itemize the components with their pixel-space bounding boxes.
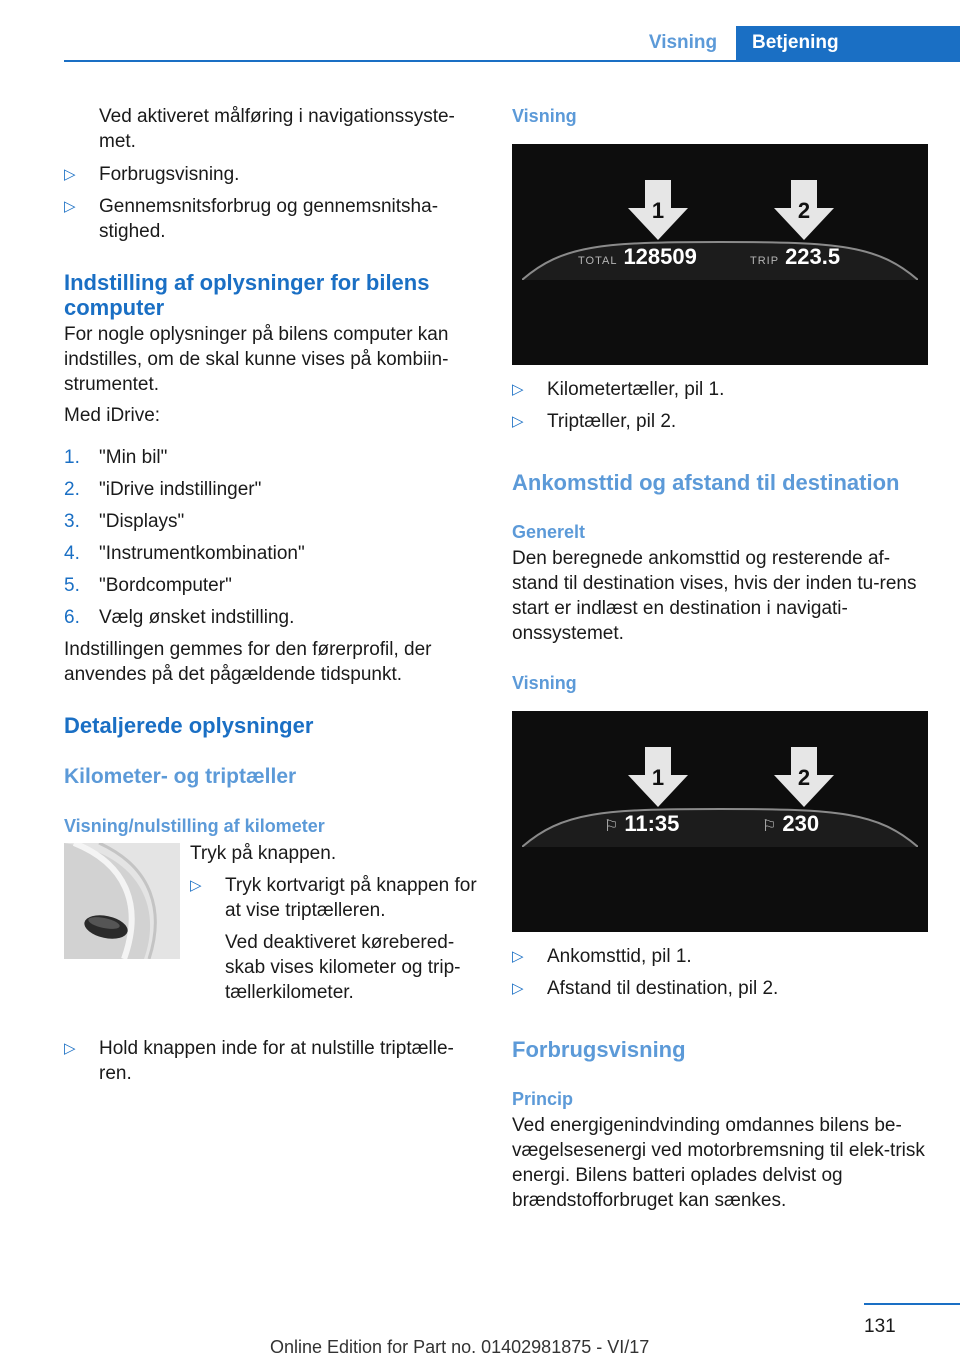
heading-reset: Visning/nulstilling af kilometer (64, 816, 325, 836)
step-item: 6. Vælg ønsket indstilling. (64, 607, 295, 628)
step-item: 3. "Displays" (64, 511, 185, 532)
intro-continuation: Ved aktiveret målføring i navigationssyste-met. (99, 106, 455, 152)
list-item: ▷ Ankomsttid, pil 1. (512, 946, 692, 967)
list-item: ▷ Kilometertæller, pil 1. (512, 379, 725, 400)
dashboard-image-arrival (512, 711, 928, 932)
triangle-bullet-icon: ▷ (512, 413, 524, 430)
triangle-bullet-icon: ▷ (64, 166, 76, 183)
list-item: ▷ Triptæller, pil 2. (512, 411, 677, 432)
header-tab-visning: Visning (648, 32, 718, 53)
page-number: 131 (864, 1316, 896, 1337)
arrow-label-2: 2 (797, 198, 811, 223)
arrow-label-1: 1 (651, 765, 665, 790)
list-item: ▷ Gennemsnitsforbrug og gennemsnitsha-stighed. (64, 196, 439, 242)
heading-principle: Princip (512, 1089, 574, 1109)
triangle-bullet-icon: ▷ (512, 948, 524, 965)
header-rule (64, 60, 960, 62)
edition-text: Online Edition for Part no. 01402981875 - VI/17 (270, 1337, 650, 1357)
principle-paragraph: Ved energigenindvinding omdannes bilens be-vægelsesenergi ved motorbremsning til elek-trisk energi. Bilens batteri oplades delvist og brændstofforbruget kan sænkes. (512, 1115, 925, 1211)
heading-settings: Indstilling af oplysninger for bilens computer (64, 270, 430, 320)
with-idrive-label: Med iDrive: (64, 405, 161, 426)
step-item: 4. "Instrumentkombination" (64, 543, 305, 564)
destination-flag-icon: ⚐ (604, 818, 619, 835)
arrow-label-1: 1 (651, 198, 665, 223)
settings-paragraph: For nogle oplysninger på bilens computer kan indstilles, om de skal kunne vises på kombiin-strumentet. (64, 324, 449, 395)
triangle-bullet-icon: ▷ (64, 1040, 76, 1057)
arrow-label-2: 2 (797, 765, 811, 790)
odometer-readout: TOTAL 128509 (578, 244, 697, 269)
heading-km-trip: Kilometer- og triptæller (64, 765, 297, 788)
triangle-bullet-icon: ▷ (512, 980, 524, 997)
right-column (512, 100, 928, 1213)
heading-visning-2: Visning (512, 673, 577, 693)
distance-readout: ⚐ 230 (762, 811, 820, 836)
press-button-text: Tryk på knappen. (190, 843, 337, 864)
step-item: 5. "Bordcomputer" (64, 575, 232, 596)
triangle-bullet-icon: ▷ (64, 198, 76, 215)
left-column (64, 100, 479, 1086)
heading-general: Generelt (512, 522, 586, 542)
list-item: ▷ Tryk kortvarigt på knappen for at vise triptælleren. (190, 875, 477, 921)
dashboard-image-odometer (512, 144, 928, 365)
heading-visning-1: Visning (512, 106, 577, 126)
destination-flag-icon: ⚐ (762, 818, 777, 835)
heading-consumption: Forbrugsvisning (512, 1037, 686, 1062)
step-item: 2. "iDrive indstillinger" (64, 479, 262, 500)
footer-rule (864, 1303, 960, 1305)
header-tab-betjening: Betjening (736, 26, 960, 60)
list-item: ▷ Afstand til destination, pil 2. (512, 978, 779, 999)
display-arc (522, 807, 918, 847)
general-paragraph: Den beregnede ankomsttid og resterende af-stand til destination vises, hvis der inden tu-rens start er indlæst en destination i navigati-onssystemet. (512, 548, 917, 644)
step-item: 1. "Min bil" (64, 447, 168, 468)
list-item: ▷ Forbrugsvisning. (64, 164, 240, 185)
trip-readout: TRIP 223.5 (750, 244, 841, 269)
list-item: ▷ Hold knappen inde for at nulstille triptælle-ren. (64, 1038, 454, 1084)
button-photo (64, 843, 180, 959)
heading-arrival: Ankomsttid og afstand til destination (512, 470, 900, 495)
triangle-bullet-icon: ▷ (190, 877, 202, 894)
saved-paragraph: Indstillingen gemmes for den førerprofil, der anvendes på det pågældende tidspunkt. (64, 639, 432, 685)
triangle-bullet-icon: ▷ (512, 381, 524, 398)
heading-details: Detaljerede oplysninger (64, 713, 314, 738)
deactivated-text: Ved deaktiveret kørebered-skab vises kilometer og trip-tællerkilometer. (225, 932, 461, 1003)
arrival-time-readout: ⚐ 11:35 (604, 811, 680, 836)
